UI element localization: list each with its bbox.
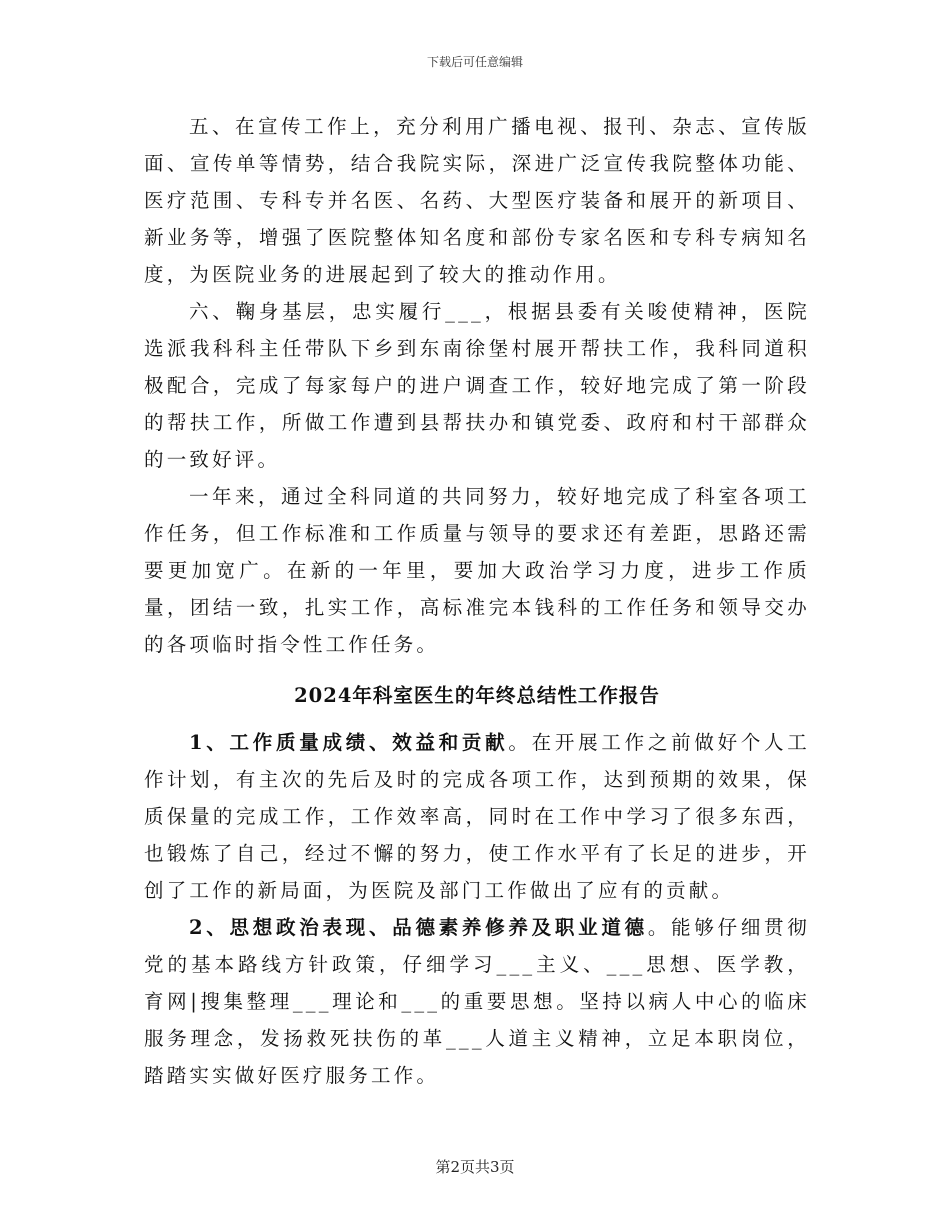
text-political-ethics: 。能够仔细贯彻党的基本路线方针政策，仔细学习___主义、___思想、医学教，育网|搜集整理___理论和___的重要思想。坚持以病人中心的临床服务理念，发扬救死扶伤的革___人道主义精神，立足本职岗位，踏踏实实做好医疗服务工作。 [144, 916, 810, 1087]
page-header-note: 下载后可任意编辑 [426, 55, 523, 69]
heading-political-ethics: 2、思想政治表现、品德素养修养及职业道德 [189, 916, 648, 939]
paragraph-year-summary: 一年来，通过全科同道的共同努力，较好地完成了科室各项工作任务，但工作标准和工作质量与领导的要求还有差距，思路还需要更加宽广。在新的一年里，要加大政治学习力度，进步工作质量，团结一致，扎实工作，高标准完本钱科的工作任务和领导交办的各项临时指令性工作任务。 [144, 485, 810, 656]
page-number: 第2页共3页 [435, 1158, 515, 1176]
text-work-quality: 。在开展工作之前做好个人工作计划，有主次的先后及时的完成各项工作，达到预期的效果，保质保量的完成工作，工作效率高，同时在工作中学习了很多东西，也锻炼了自己，经过不懈的努力，使工作水平有了长足的进步，开创了工作的新局面，为医院及部门工作做出了应有的贡献。 [144, 731, 810, 902]
report-title: 2024年科室医生的年终总结性工作报告 [294, 684, 660, 707]
document-body [144, 108, 810, 1094]
paragraph-grassroots-work: 六、鞠身基层，忠实履行___，根据县委有关唆使精神，医院选派我科科主任带队下乡到东南徐堡村展开帮扶工作，我科同道积极配合，完成了每家每户的进户调查工作，较好地完成了第一阶段的帮扶工作，所做工作遭到县帮扶办和镇党委、政府和村干部群众的一致好评。 [144, 300, 810, 471]
paragraph-work-quality [144, 724, 810, 909]
paragraph-publicity-work: 五、在宣传工作上，充分利用广播电视、报刊、杂志、宣传版面、宣传单等情势，结合我院实际，深进广泛宣传我院整体功能、医疗范围、专科专并名医、名药、大型医疗装备和展开的新项目、新业务等，增强了医院整体知名度和部份专家名医和专科专病知名度，为医院业务的进展起到了较大的推动作用。 [144, 115, 810, 286]
heading-work-quality: 1、工作质量成绩、效益和贡献 [189, 731, 509, 754]
paragraph-political-ethics [144, 909, 810, 1094]
